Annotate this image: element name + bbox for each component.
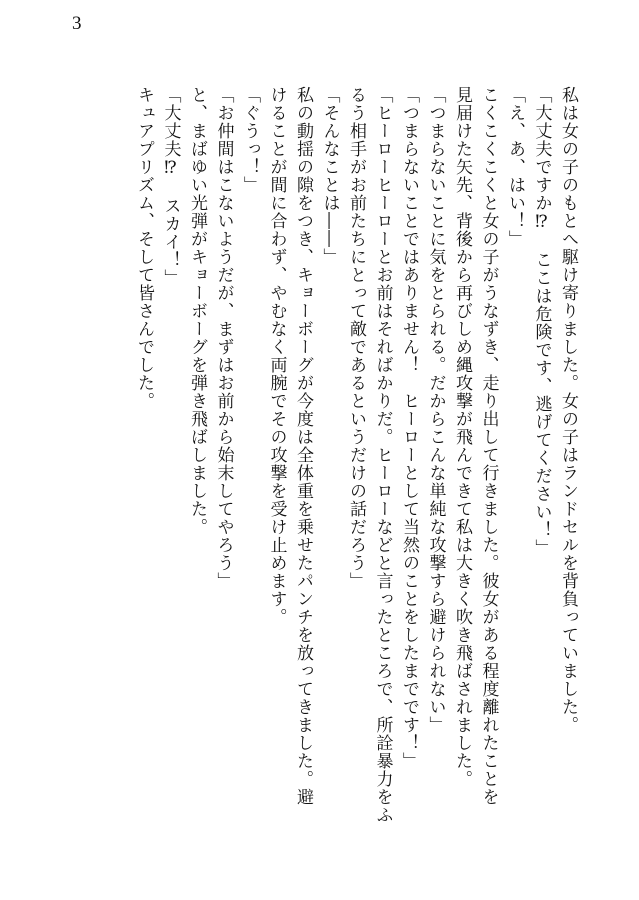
text-line: 「つまらないことに気をとられる。だからこんな単純な攻撃すら避けられない」 <box>425 86 446 734</box>
text-line: 見届けた矢先、背後から再びしめ縄攻撃が飛んできて私は大きく吹き飛ばされました。 <box>452 86 472 788</box>
text-line: 私は女の子のもとへ駆け寄りました。女の子はランドセルを背負っていました。 <box>558 86 578 734</box>
text-line: 「ぐうっ！」 <box>240 86 260 194</box>
text-line: 「大丈夫⁉ スカイ！」 <box>160 86 181 287</box>
text-line: るう相手がお前たちにとって敵であるというだけの話だろう」 <box>346 86 366 590</box>
page-number: 3 <box>72 13 82 34</box>
text-line: 「そんなことは――」 <box>319 86 340 266</box>
text-line: 「ヒーローヒーローとお前はそればかりだ。ヒーローなどと言ったところで、所詮暴力をふ <box>372 86 393 824</box>
body-text <box>61 86 581 876</box>
text-line: 「お仲間はこないようだが、まずはお前から始末してやろう」 <box>213 86 234 590</box>
text-line: と、まばゆい光弾がキョーボーグを弾き飛ばしました。 <box>187 86 207 536</box>
text-line: 私の動揺の隙をつき、キョーボーグが今度は全体重を乗せたパンチを放ってきました。避 <box>293 86 313 806</box>
text-line: けることが間に合わず、やむなく両腕でその攻撃を受け止めます。 <box>266 86 287 626</box>
text-line: キュアプリズム、そして皆さんでした。 <box>134 86 154 410</box>
text-line: 「え、あ、はい！」 <box>505 86 525 248</box>
text-line: 「大丈夫ですか⁉ ここは危険です、逃げてください！」 <box>531 86 552 557</box>
text-line: 「つまらないことではありません！ ヒーローとして当然のことをしたまでです！」 <box>399 86 419 770</box>
text-line: こくこくこくと女の子がうなずき、走り出して行きました。彼女がある程度離れたことを <box>478 86 499 806</box>
